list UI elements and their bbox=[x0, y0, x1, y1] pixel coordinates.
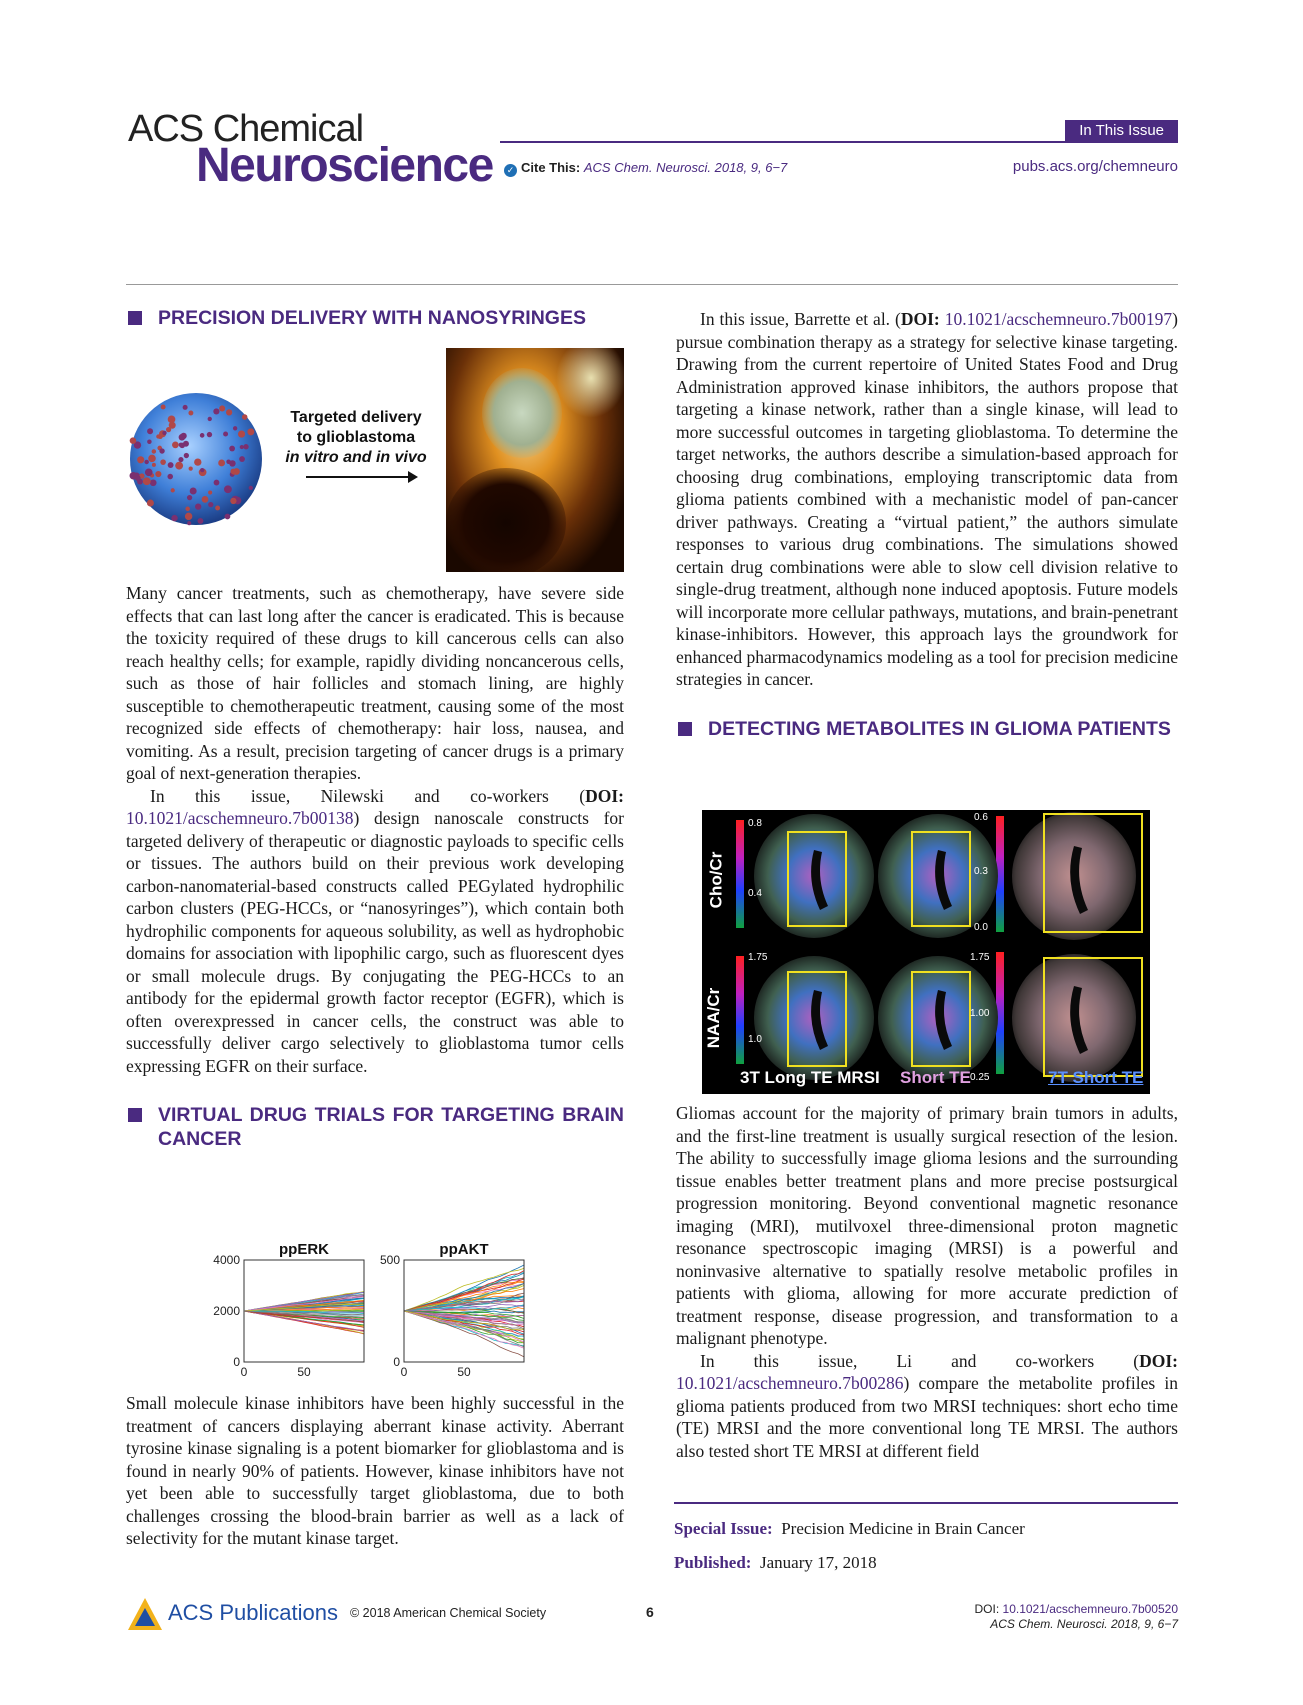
figure-nanosyringes bbox=[126, 346, 624, 574]
section-heading-nanosyringes: PRECISION DELIVERY WITH NANOSYRINGES bbox=[126, 306, 624, 330]
right-column bbox=[676, 308, 1178, 741]
special-issue-value: Precision Medicine in Brain Cancer bbox=[781, 1519, 1025, 1538]
footer-doi: DOI: 10.1021/acschemneuro.7b00520 ACS Chem. Neurosci. 2018, 9, 6−7 bbox=[974, 1602, 1178, 1631]
header-rule bbox=[500, 141, 1178, 143]
journal-header bbox=[128, 108, 1178, 192]
nanoparticle-dot bbox=[226, 409, 232, 415]
footer-citation: ACS Chem. Neurosci. 2018, 9, 6−7 bbox=[990, 1617, 1178, 1631]
nanoparticle-dot bbox=[161, 405, 166, 410]
nanoparticle-dot bbox=[147, 428, 153, 434]
nanoparticle-dot bbox=[152, 463, 156, 467]
nanoparticle-dot bbox=[243, 444, 248, 449]
scale-tick: 1.0 bbox=[748, 1034, 762, 1045]
nanoparticle-dot bbox=[187, 521, 191, 525]
nanoparticle-dot bbox=[239, 456, 245, 462]
nanoparticle-dot bbox=[224, 485, 232, 493]
nanoparticle-dot bbox=[208, 417, 212, 421]
nanoparticle-dot bbox=[215, 506, 220, 511]
heading-square-icon bbox=[128, 1108, 142, 1122]
y-tick-label: 500 bbox=[379, 1253, 400, 1267]
scale-tick: 0.25 bbox=[970, 1072, 990, 1083]
section-heading-virtual-trials: VIRTUAL DRUG TRIALS FOR TARGETING BRAIN CANCER bbox=[126, 1103, 624, 1151]
nanoparticle-dot bbox=[190, 487, 197, 494]
right-column-bottom bbox=[676, 1102, 1178, 1462]
nanoparticle-dot bbox=[178, 457, 183, 462]
paragraph: Small molecule kinase inhibitors have been highly successful in the treatment of cancers displaying aberrant kinase activity. Aberrant tyrosine kinase signaling is a potent biomarker for glioblastoma and is found in nearly 90% of patients. However, kinase inhibitors have not yet been able to successfully target glioblastoma, due to both challenges crossing the blood-brain barrier as well as a lack of selectivity for the mutant kinase target. bbox=[126, 1393, 624, 1548]
nanoparticle-dot bbox=[135, 475, 141, 481]
figure-caption: Targeted delivery to glioblastoma in vitro and in vivo bbox=[285, 409, 427, 466]
y-tick-label: 2000 bbox=[213, 1304, 240, 1318]
copyright: © 2018 American Chemical Society bbox=[350, 1606, 547, 1620]
paragraph: In this issue, Nilewski and co-workers (DOI: 10.1021/acschemneuro.7b00138) design nanoscale constructs for targeted delivery of therapeutic or diagnostic payloads to specific cells or tissues. The authors build on their previous work developing carbon-nanomaterial-based constructs called PEGylated hydrophilic carbon clusters (PEG-HCCs, or “nanosyringes”), which contain both hydrophilic components for aqueous solubility, as well as hydrophobic domains for association with lipophilic cargo, such as fluorescent dyes or small molecule drugs. By conjugating the PEG-HCCs to an antibody for the epidermal growth factor receptor (EGFR), which is often overexpressed in cancer cells, the construct was able to successfully deliver cargo selectively to glioblastoma tumor cells expressing EGFR on their surface. bbox=[126, 785, 624, 1076]
nanoparticle-dot bbox=[240, 445, 244, 449]
nanoparticle-dot bbox=[143, 477, 151, 485]
section-badge: In This Issue bbox=[1065, 120, 1178, 141]
nanoparticle-dot bbox=[145, 469, 153, 477]
scale-tick: 0.8 bbox=[748, 818, 762, 829]
special-issue-label: Special Issue: bbox=[674, 1519, 773, 1538]
nanoparticle-dot bbox=[159, 448, 164, 453]
nanoparticle-dot bbox=[185, 513, 192, 520]
scale-tick: 0.0 bbox=[974, 922, 988, 933]
left-column-text bbox=[126, 582, 624, 1151]
y-tick-label: 4000 bbox=[213, 1253, 240, 1267]
nanoparticle-dot bbox=[214, 480, 220, 486]
x-tick-label: 50 bbox=[297, 1365, 311, 1379]
page-footer bbox=[126, 1594, 1178, 1654]
nanoparticle-dot bbox=[160, 459, 166, 465]
x-tick-label: 50 bbox=[457, 1365, 471, 1379]
nanoparticle-dot bbox=[189, 466, 193, 470]
x-tick-label: 0 bbox=[240, 1365, 248, 1379]
nanoparticle-dot bbox=[168, 462, 174, 468]
nanoparticle-dot bbox=[147, 439, 151, 443]
acs-logo-icon[interactable] bbox=[126, 1596, 164, 1634]
scale-tick: 0.3 bbox=[974, 866, 988, 877]
chart-title: ppERK bbox=[279, 1241, 329, 1258]
doi-link[interactable]: 10.1021/acschemneuro.7b00138 bbox=[126, 808, 354, 828]
published-label: Published: bbox=[674, 1553, 752, 1572]
heading-square-icon bbox=[678, 722, 692, 736]
nanoparticle-dot bbox=[230, 469, 235, 474]
nanoparticle-dot bbox=[219, 405, 225, 411]
nanoparticle-dot bbox=[175, 462, 183, 470]
left-column bbox=[126, 306, 624, 330]
nanoparticle-dot bbox=[242, 414, 248, 420]
scale-tick: 0.4 bbox=[748, 888, 762, 899]
scale-tick: 1.75 bbox=[748, 952, 768, 963]
nanoparticle-dot bbox=[171, 488, 175, 492]
nanoparticle-dot bbox=[230, 498, 236, 504]
nanoparticle-dot bbox=[208, 502, 213, 507]
nanoparticle-dot bbox=[226, 460, 230, 464]
mrsi-panels bbox=[702, 810, 1150, 1094]
cite-text[interactable]: ACS Chem. Neurosci. 2018, 9, 6−7 bbox=[583, 160, 788, 175]
nanoparticle-dot bbox=[179, 434, 186, 441]
nanoparticle-dot bbox=[202, 496, 209, 503]
publisher-name[interactable]: ACS Publications bbox=[168, 1600, 338, 1625]
paragraph: Many cancer treatments, such as chemotherapy, have severe side effects that can last long after the cancer is eradicated. This is because the toxicity required of these drugs to kill cancerous cells can also reach healthy cells; for example, rapidly dividing noncancerous cells, such as those of hair follicles and stomach lining, are highly susceptible to chemotherapeutic treatment, causing some of the most recognized side effects of chemotherapy: hair loss, nausea, and vomiting. As a result, precision targeting of cancer drugs is a primary goal of next-generation therapies. bbox=[126, 583, 624, 783]
row-label-cho-cr: Cho/Cr bbox=[706, 851, 726, 909]
top-rule bbox=[126, 284, 1178, 285]
nanoparticle-dot bbox=[247, 428, 254, 435]
paragraph: In this issue, Li and co-workers (DOI: 10.1021/acschemneuro.7b00286) compare the metabolite profiles in glioma patients produced from two MRSI techniques: short echo time (TE) MRSI and the more conventional long TE MRSI. The authors also tested short TE MRSI at different field bbox=[676, 1350, 1178, 1461]
nanoparticle-dot bbox=[130, 437, 137, 444]
nanoparticle-dot bbox=[183, 405, 188, 410]
left-column-bottom bbox=[126, 1392, 624, 1550]
paragraph: In this issue, Barrette et al. (DOI: 10.1021/acschemneuro.7b00197) pursue combination therapy as a strategy for selective kinase targeting. Drawing from the current repertoire of United States Food and Drug Administration approved kinase inhibitors, the authors propose that targeting a kinase network, rather than a single kinase, will lead to more successful outcomes in targeting glioblastoma. To determine the target networks, the authors describe a simulation-based approach for choosing drug combinations, employing transcriptomic data from glioma patients combined with a mechanistic model of pan-cancer driver pathways. Creating a “virtual patient,” the authors simulate responses to various drug combinations. The simulations showed certain drug combinations were able to slow cell division relative to single-drug treatment, although none induced apoptosis. Future models will incorporate more cellular pathways, mutations, and brain-penetrant kinase-inhibitors. However, this approach lays the groundwork for enhanced pharmacodynamics modeling as a tool for precision medicine strategies in cancer. bbox=[676, 309, 1178, 689]
nanoparticle-dot bbox=[213, 408, 219, 414]
doi-link[interactable]: 10.1021/acschemneuro.7b00197 bbox=[944, 309, 1173, 329]
nanoparticle-dot bbox=[188, 411, 193, 416]
y-tick-label: 0 bbox=[393, 1355, 400, 1369]
fluorescence-micrograph bbox=[446, 348, 624, 572]
y-tick-label: 0 bbox=[233, 1355, 240, 1369]
label-7t-short-te: 7T Short TE bbox=[1048, 1068, 1144, 1087]
nanoparticle-dot bbox=[166, 427, 171, 432]
arrow-right-icon bbox=[306, 476, 416, 478]
mrsi-figure bbox=[702, 810, 1150, 1094]
nanoparticle-dot bbox=[195, 503, 201, 509]
nanoparticle-dot bbox=[218, 460, 225, 467]
nanoparticle-dot bbox=[137, 456, 144, 463]
nanoparticle-dot bbox=[144, 460, 148, 464]
nanoparticle-dot bbox=[156, 434, 160, 438]
page-number: 6 bbox=[646, 1604, 654, 1620]
nanoparticle-dot bbox=[194, 458, 201, 465]
nanoparticle-dot bbox=[187, 495, 192, 500]
nanoparticle-dot bbox=[147, 500, 154, 507]
scale-tick: 1.75 bbox=[970, 952, 990, 963]
nanoparticle-dot bbox=[152, 449, 156, 453]
row-label-naa-cr: NAA/Cr bbox=[704, 987, 724, 1049]
paragraph: Gliomas account for the majority of primary brain tumors in adults, and the first-line treatment is usually surgical resection of the lesion. The ability to successfully image glioma lesions and the surrounding tissue enables better treatment plans and more precise postsurgical progression monitoring. Beyond conventional magnetic resonance imaging (MRI), mutilvoxel three-dimensional proton magnetic resonance spectroscopic imaging (MRSI) is a powerful and noninvasive alternative to spatially resolve metabolic profiles in patients with glioma, allowing for more accurate prediction of treatment response, disease progression, and transformation to a malignant phenotype. bbox=[676, 1103, 1178, 1348]
doi-link[interactable]: 10.1021/acschemneuro.7b00520 bbox=[1002, 1602, 1178, 1616]
nanoparticle-dot bbox=[179, 443, 183, 447]
cite-line[interactable] bbox=[504, 160, 787, 177]
nanoparticle-dot bbox=[207, 432, 212, 437]
nanoparticle-dot bbox=[208, 490, 212, 494]
check-icon: ✓ bbox=[504, 164, 517, 177]
nanoparticle-dot bbox=[200, 433, 205, 438]
nanoparticle-dot bbox=[229, 446, 235, 452]
nanoparticle-dot bbox=[238, 430, 245, 437]
nanoparticle-dot bbox=[155, 471, 161, 477]
chart-title: ppAKT bbox=[439, 1241, 489, 1258]
label-short-te: Short TE bbox=[900, 1068, 971, 1087]
published-value: January 17, 2018 bbox=[759, 1553, 877, 1572]
nanoparticle-dot bbox=[197, 518, 203, 524]
nanoparticle-dot bbox=[150, 479, 157, 486]
nanoparticle-dot bbox=[225, 514, 231, 520]
label-long-te: 3T Long TE MRSI bbox=[740, 1068, 880, 1087]
doi-link[interactable]: 10.1021/acschemneuro.7b00286 bbox=[676, 1373, 904, 1393]
journal-url[interactable]: pubs.acs.org/chemneuro bbox=[1012, 158, 1178, 175]
nanoparticle-dot bbox=[249, 486, 253, 490]
nanoparticle-dot bbox=[167, 474, 173, 480]
cite-label: Cite This: bbox=[521, 160, 581, 175]
chart-svg bbox=[210, 1238, 550, 1390]
nanoparticle-dot bbox=[162, 431, 166, 435]
scale-tick: 0.6 bbox=[974, 812, 988, 823]
issue-info bbox=[674, 1502, 1178, 1580]
nanoparticle-dot bbox=[185, 507, 190, 512]
nanoparticle-dot bbox=[172, 442, 179, 449]
x-tick-label: 0 bbox=[400, 1365, 408, 1379]
nanoparticle-dot bbox=[233, 426, 237, 430]
nanoparticle-illustration bbox=[126, 374, 266, 544]
journal-name-line2: Neuroscience bbox=[196, 139, 493, 192]
nanoparticle-dot bbox=[184, 453, 189, 458]
nanoparticle-dot bbox=[200, 468, 204, 472]
nanoparticle-dot bbox=[148, 455, 156, 463]
nanoparticle-dot bbox=[223, 431, 228, 436]
nanoparticle-dot bbox=[171, 515, 177, 521]
journal-name-line1: ACS Chemical bbox=[128, 108, 364, 150]
section-heading-metabolites: DETECTING METABOLITES IN GLIOMA PATIENTS bbox=[676, 717, 1178, 741]
heading-square-icon bbox=[128, 311, 142, 325]
line-charts-figure bbox=[210, 1238, 550, 1390]
scale-tick: 1.00 bbox=[970, 1008, 990, 1019]
